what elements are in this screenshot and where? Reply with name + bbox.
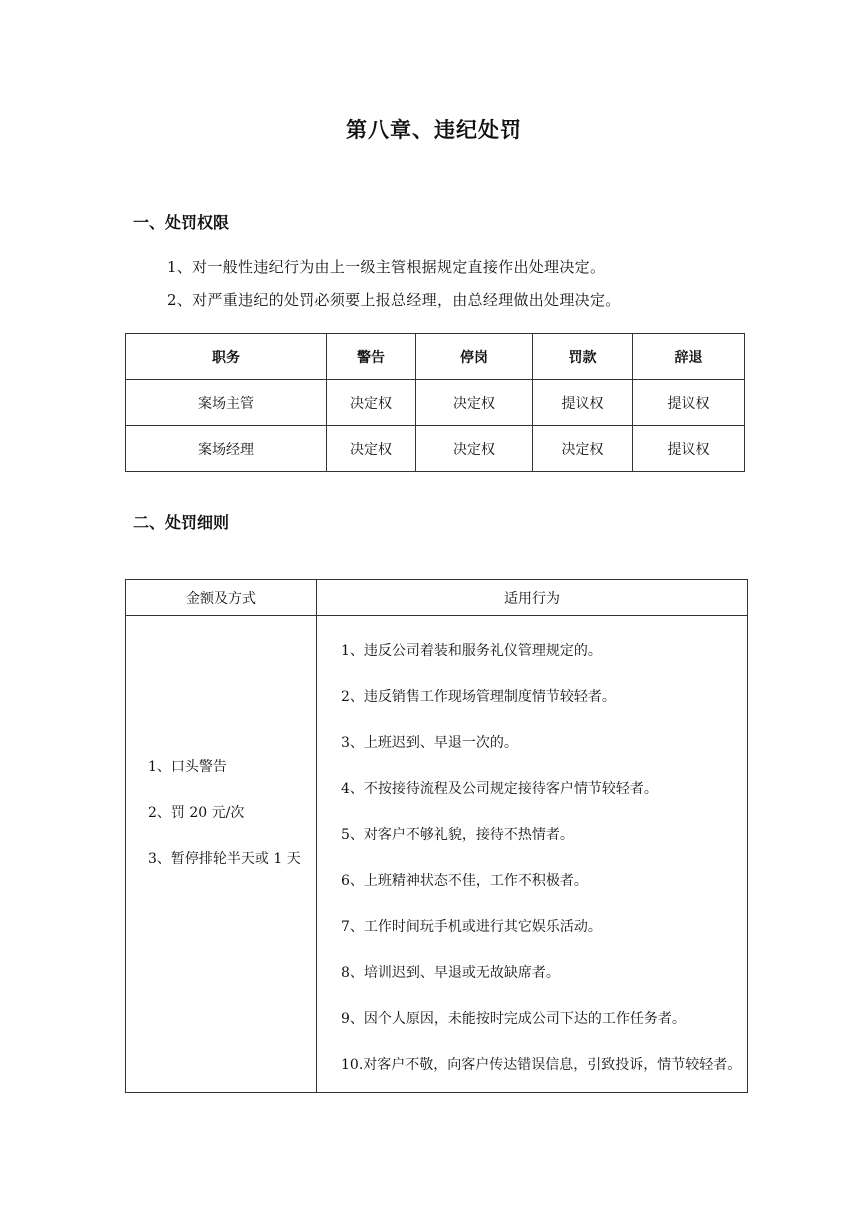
header-position: 职务 [126, 334, 327, 380]
rule-item: 6、上班精神状态不佳，工作不积极者。 [341, 873, 588, 889]
table-cell: 案场主管 [126, 380, 327, 426]
penalty-item: 1、口头警告 [148, 759, 227, 775]
table-cell: 提议权 [633, 426, 745, 472]
rule-item: 9、因个人原因，未能按时完成公司下达的工作任务者。 [341, 1011, 686, 1027]
header-warning: 警告 [327, 334, 416, 380]
rule-item: 4、不按接待流程及公司规定接待客户情节较轻者。 [341, 781, 658, 797]
header-applicable-behavior: 适用行为 [317, 580, 748, 616]
chapter-title: 第八章、违纪处罚 [346, 118, 522, 142]
table-cell: 提议权 [533, 380, 633, 426]
table-cell: 提议权 [633, 380, 745, 426]
rule-item: 2、违反销售工作现场管理制度情节较轻者。 [341, 689, 616, 705]
section-heading-details: 二、处罚细则 [133, 513, 230, 532]
rule-item: 7、工作时间玩手机或进行其它娱乐活动。 [341, 919, 602, 935]
rules-cell [317, 616, 748, 1093]
penalty-cell [126, 616, 317, 1093]
table-cell: 决定权 [327, 426, 416, 472]
table-cell: 决定权 [416, 380, 533, 426]
table-row [126, 426, 745, 472]
penalty-item: 3、暂停排轮半天或 1 天 [148, 851, 301, 867]
table-header-row [126, 580, 748, 616]
penalty-item: 2、罚 20 元/次 [148, 805, 245, 821]
table-header-row [126, 334, 745, 380]
paragraph-2: 2、对严重违纪的处罚必须要上报总经理，由总经理做出处理决定。 [167, 291, 621, 309]
rule-item: 5、对客户不够礼貌，接待不热情者。 [341, 827, 574, 843]
table-row [126, 616, 748, 1093]
rule-item: 8、培训迟到、早退或无故缺席者。 [341, 965, 560, 981]
table-row [126, 380, 745, 426]
rule-item: 3、上班迟到、早退一次的。 [341, 735, 518, 751]
header-amount-method: 金额及方式 [126, 580, 317, 616]
paragraph-1: 1、对一般性违纪行为由上一级主管根据规定直接作出处理决定。 [167, 258, 606, 276]
table-cell: 决定权 [533, 426, 633, 472]
header-suspension: 停岗 [416, 334, 533, 380]
table-cell: 决定权 [416, 426, 533, 472]
header-fine: 罚款 [533, 334, 633, 380]
section-heading-authority: 一、处罚权限 [133, 213, 230, 232]
table-cell: 案场经理 [126, 426, 327, 472]
authority-table [125, 333, 745, 472]
header-dismissal: 辞退 [633, 334, 745, 380]
penalty-detail-table [125, 579, 748, 1093]
rule-item: 10.对客户不敬，向客户传达错误信息，引致投诉，情节较轻者。 [341, 1057, 742, 1073]
table-cell: 决定权 [327, 380, 416, 426]
rule-item: 1、违反公司着装和服务礼仪管理规定的。 [341, 643, 602, 659]
